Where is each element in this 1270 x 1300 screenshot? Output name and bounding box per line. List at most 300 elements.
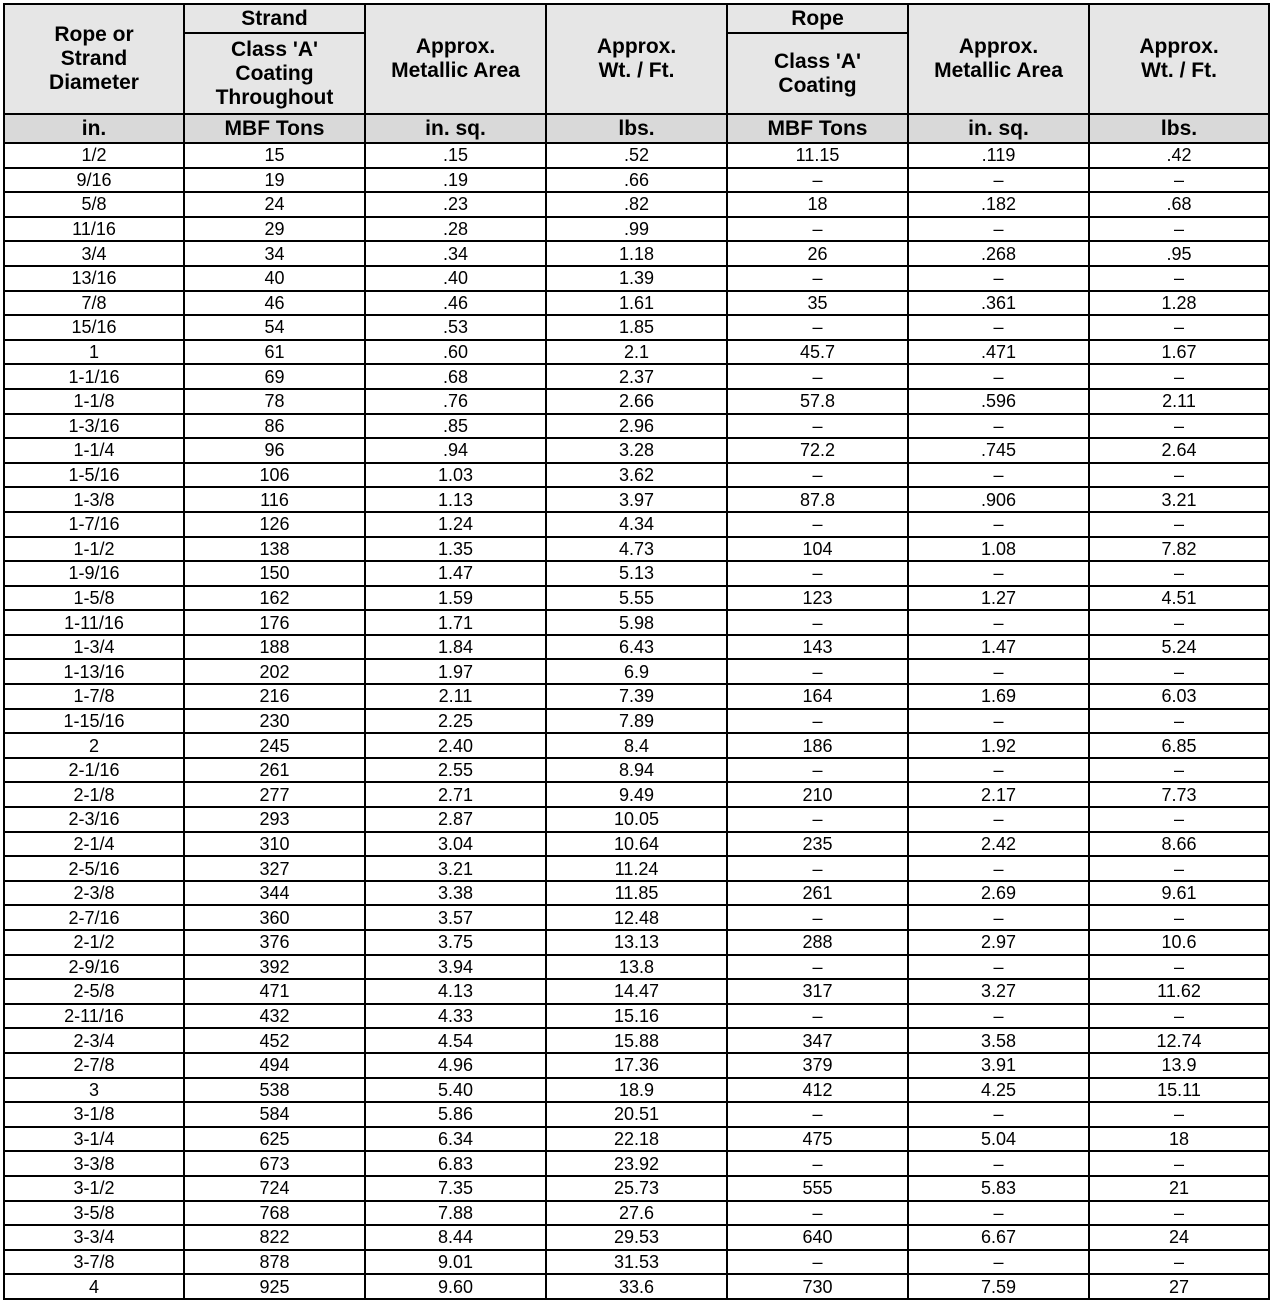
- cell-strand-area: .68: [365, 364, 546, 389]
- table-row: [4, 168, 1269, 193]
- cell-rope-mbf: 87.8: [727, 487, 908, 512]
- cell-rope-mbf: 104: [727, 537, 908, 562]
- cell-rope-mbf: –: [727, 807, 908, 832]
- table-row: [4, 733, 1269, 758]
- cell-strand-area: .60: [365, 340, 546, 365]
- cell-rope-mbf: –: [727, 414, 908, 439]
- cell-strand-weight: .66: [546, 168, 727, 193]
- cell-rope-mbf: 412: [727, 1078, 908, 1103]
- cell-rope-area: –: [908, 758, 1089, 783]
- cell-rope-area: –: [908, 1201, 1089, 1226]
- table-row: [4, 414, 1269, 439]
- cell-strand-area: 9.60: [365, 1274, 546, 1299]
- cell-strand-area: 1.71: [365, 610, 546, 635]
- cell-diameter: 1-1/8: [4, 389, 184, 414]
- cell-diameter: 9/16: [4, 168, 184, 193]
- cell-rope-weight: 5.24: [1089, 635, 1269, 660]
- cell-rope-weight: –: [1089, 217, 1269, 242]
- cell-strand-mbf: 162: [184, 586, 365, 611]
- header-rope-weight: Approx. Wt. / Ft.: [1089, 4, 1269, 114]
- cell-strand-mbf: 310: [184, 832, 365, 857]
- table-row: [4, 1053, 1269, 1078]
- cell-strand-area: 2.55: [365, 758, 546, 783]
- cell-rope-weight: 8.66: [1089, 832, 1269, 857]
- cell-rope-mbf: 57.8: [727, 389, 908, 414]
- cell-rope-mbf: 261: [727, 881, 908, 906]
- cell-strand-area: 1.03: [365, 463, 546, 488]
- cell-strand-area: 1.97: [365, 659, 546, 684]
- cell-strand-weight: 14.47: [546, 979, 727, 1004]
- cell-diameter: 11/16: [4, 217, 184, 242]
- cell-strand-weight: 17.36: [546, 1053, 727, 1078]
- cell-strand-weight: 13.8: [546, 955, 727, 980]
- cell-rope-mbf: –: [727, 168, 908, 193]
- header-rope-metallic-area: Approx. Metallic Area: [908, 4, 1089, 114]
- cell-strand-weight: 10.64: [546, 832, 727, 857]
- cell-diameter: 2-3/8: [4, 881, 184, 906]
- cell-strand-weight: 2.96: [546, 414, 727, 439]
- table-row: [4, 1151, 1269, 1176]
- cell-strand-area: 9.01: [365, 1250, 546, 1275]
- cell-strand-mbf: 150: [184, 561, 365, 586]
- cell-rope-weight: 10.6: [1089, 930, 1269, 955]
- cell-diameter: 2-1/8: [4, 782, 184, 807]
- table-row: [4, 389, 1269, 414]
- cell-rope-mbf: 235: [727, 832, 908, 857]
- header-diameter: Rope or Strand Diameter: [4, 4, 184, 114]
- cell-rope-weight: 1.67: [1089, 340, 1269, 365]
- unit-strand-mbf: MBF Tons: [184, 114, 365, 143]
- cell-rope-weight: –: [1089, 1004, 1269, 1029]
- cell-rope-mbf: 11.15: [727, 143, 908, 168]
- header-strand-metallic-area: Approx. Metallic Area: [365, 4, 546, 114]
- cell-diameter: 2-11/16: [4, 1004, 184, 1029]
- cell-rope-area: .182: [908, 192, 1089, 217]
- cell-strand-weight: 1.85: [546, 315, 727, 340]
- cell-strand-weight: 29.53: [546, 1225, 727, 1250]
- cell-rope-mbf: –: [727, 1250, 908, 1275]
- header-rope-mbf: Class 'A' Coating: [727, 33, 908, 114]
- cell-strand-mbf: 46: [184, 291, 365, 316]
- cell-strand-mbf: 176: [184, 610, 365, 635]
- table-row: [4, 1274, 1269, 1299]
- cell-strand-area: 1.13: [365, 487, 546, 512]
- cell-rope-weight: 2.11: [1089, 389, 1269, 414]
- cell-rope-weight: –: [1089, 512, 1269, 537]
- cell-diameter: 2-1/2: [4, 930, 184, 955]
- table-row: [4, 340, 1269, 365]
- unit-rope-area: in. sq.: [908, 114, 1089, 143]
- cell-strand-area: 4.54: [365, 1028, 546, 1053]
- table-row: [4, 758, 1269, 783]
- cell-rope-weight: –: [1089, 1201, 1269, 1226]
- cell-diameter: 1-5/8: [4, 586, 184, 611]
- cell-rope-area: 6.67: [908, 1225, 1089, 1250]
- cell-rope-mbf: –: [727, 709, 908, 734]
- cell-strand-weight: 1.61: [546, 291, 727, 316]
- cell-strand-mbf: 538: [184, 1078, 365, 1103]
- cell-strand-weight: 1.39: [546, 266, 727, 291]
- cell-rope-mbf: –: [727, 610, 908, 635]
- unit-rope-weight: lbs.: [1089, 114, 1269, 143]
- cell-diameter: 2-1/4: [4, 832, 184, 857]
- cell-strand-mbf: 625: [184, 1127, 365, 1152]
- cell-rope-mbf: –: [727, 463, 908, 488]
- cell-strand-weight: 3.97: [546, 487, 727, 512]
- cell-rope-area: 2.97: [908, 930, 1089, 955]
- cell-diameter: 3: [4, 1078, 184, 1103]
- table-row: [4, 1225, 1269, 1250]
- cell-rope-weight: 21: [1089, 1176, 1269, 1201]
- cell-rope-mbf: –: [727, 905, 908, 930]
- cell-rope-mbf: –: [727, 217, 908, 242]
- cell-strand-mbf: 277: [184, 782, 365, 807]
- cell-strand-area: .94: [365, 438, 546, 463]
- cell-strand-area: 5.40: [365, 1078, 546, 1103]
- cell-rope-weight: 18: [1089, 1127, 1269, 1152]
- cell-strand-mbf: 96: [184, 438, 365, 463]
- cell-rope-area: –: [908, 807, 1089, 832]
- cell-strand-weight: 22.18: [546, 1127, 727, 1152]
- cell-diameter: 2-3/16: [4, 807, 184, 832]
- cell-strand-weight: .52: [546, 143, 727, 168]
- cell-strand-area: 5.86: [365, 1102, 546, 1127]
- cell-strand-area: .76: [365, 389, 546, 414]
- table-row: [4, 832, 1269, 857]
- cell-strand-weight: 8.94: [546, 758, 727, 783]
- cell-rope-area: –: [908, 561, 1089, 586]
- cell-diameter: 2-9/16: [4, 955, 184, 980]
- cell-strand-area: .40: [365, 266, 546, 291]
- cell-rope-area: –: [908, 463, 1089, 488]
- cell-strand-area: .15: [365, 143, 546, 168]
- cell-rope-weight: –: [1089, 807, 1269, 832]
- cell-rope-area: .119: [908, 143, 1089, 168]
- cell-rope-area: 3.27: [908, 979, 1089, 1004]
- cell-diameter: 2: [4, 733, 184, 758]
- cell-rope-weight: 1.28: [1089, 291, 1269, 316]
- cell-strand-area: 1.84: [365, 635, 546, 660]
- cell-diameter: 3-1/8: [4, 1102, 184, 1127]
- cell-strand-weight: 15.88: [546, 1028, 727, 1053]
- table-row: [4, 217, 1269, 242]
- header-group-strand: Strand: [184, 4, 365, 33]
- cell-rope-weight: 9.61: [1089, 881, 1269, 906]
- cell-strand-area: 4.13: [365, 979, 546, 1004]
- cell-strand-area: .28: [365, 217, 546, 242]
- cell-diameter: 5/8: [4, 192, 184, 217]
- cell-strand-mbf: 432: [184, 1004, 365, 1029]
- cell-rope-area: 3.58: [908, 1028, 1089, 1053]
- cell-rope-weight: .68: [1089, 192, 1269, 217]
- cell-diameter: 1-3/16: [4, 414, 184, 439]
- table-row: [4, 291, 1269, 316]
- units-row: [4, 114, 1269, 143]
- cell-strand-weight: 5.55: [546, 586, 727, 611]
- cell-strand-area: 7.35: [365, 1176, 546, 1201]
- cell-rope-area: –: [908, 955, 1089, 980]
- cell-rope-mbf: 379: [727, 1053, 908, 1078]
- cell-strand-mbf: 86: [184, 414, 365, 439]
- cell-strand-weight: 1.18: [546, 241, 727, 266]
- table-row: [4, 1004, 1269, 1029]
- cell-rope-area: .471: [908, 340, 1089, 365]
- cell-rope-area: 3.91: [908, 1053, 1089, 1078]
- table-row: [4, 709, 1269, 734]
- cell-rope-mbf: 72.2: [727, 438, 908, 463]
- cell-strand-mbf: 106: [184, 463, 365, 488]
- cell-rope-area: .596: [908, 389, 1089, 414]
- cell-strand-mbf: 327: [184, 856, 365, 881]
- cell-rope-area: –: [908, 709, 1089, 734]
- table-row: [4, 807, 1269, 832]
- cell-rope-area: –: [908, 168, 1089, 193]
- table-row: [4, 1176, 1269, 1201]
- cell-strand-mbf: 494: [184, 1053, 365, 1078]
- cell-rope-weight: –: [1089, 1102, 1269, 1127]
- cell-strand-weight: 3.28: [546, 438, 727, 463]
- cell-rope-mbf: –: [727, 758, 908, 783]
- cell-diameter: 1-9/16: [4, 561, 184, 586]
- cell-diameter: 2-3/4: [4, 1028, 184, 1053]
- cell-diameter: 1-11/16: [4, 610, 184, 635]
- cell-strand-mbf: 116: [184, 487, 365, 512]
- cell-strand-area: 7.88: [365, 1201, 546, 1226]
- cell-strand-mbf: 24: [184, 192, 365, 217]
- cell-diameter: 3-7/8: [4, 1250, 184, 1275]
- cell-strand-mbf: 29: [184, 217, 365, 242]
- cell-strand-mbf: 126: [184, 512, 365, 537]
- cell-rope-mbf: –: [727, 955, 908, 980]
- cell-rope-area: 1.92: [908, 733, 1089, 758]
- cell-strand-weight: 18.9: [546, 1078, 727, 1103]
- cell-strand-mbf: 471: [184, 979, 365, 1004]
- table-row: [4, 487, 1269, 512]
- cell-rope-weight: –: [1089, 1250, 1269, 1275]
- cell-diameter: 3-3/4: [4, 1225, 184, 1250]
- cell-diameter: 1-1/4: [4, 438, 184, 463]
- header-strand-weight: Approx. Wt. / Ft.: [546, 4, 727, 114]
- cell-rope-mbf: 288: [727, 930, 908, 955]
- cell-strand-mbf: 78: [184, 389, 365, 414]
- cell-rope-weight: 13.9: [1089, 1053, 1269, 1078]
- cell-strand-area: 2.87: [365, 807, 546, 832]
- unit-rope-mbf: MBF Tons: [727, 114, 908, 143]
- cell-strand-weight: 27.6: [546, 1201, 727, 1226]
- cell-strand-weight: 10.05: [546, 807, 727, 832]
- cell-strand-weight: 7.39: [546, 684, 727, 709]
- cell-strand-mbf: 216: [184, 684, 365, 709]
- cell-rope-mbf: –: [727, 1151, 908, 1176]
- cell-strand-area: .23: [365, 192, 546, 217]
- cell-strand-area: 3.38: [365, 881, 546, 906]
- cell-rope-weight: –: [1089, 463, 1269, 488]
- cell-strand-weight: 7.89: [546, 709, 727, 734]
- cell-strand-mbf: 724: [184, 1176, 365, 1201]
- cell-strand-weight: 25.73: [546, 1176, 727, 1201]
- cell-rope-mbf: –: [727, 266, 908, 291]
- cell-strand-area: 2.25: [365, 709, 546, 734]
- cell-diameter: 1: [4, 340, 184, 365]
- cell-rope-mbf: –: [727, 659, 908, 684]
- cell-strand-weight: 5.98: [546, 610, 727, 635]
- cell-rope-area: 2.42: [908, 832, 1089, 857]
- cell-rope-weight: 4.51: [1089, 586, 1269, 611]
- cell-rope-area: –: [908, 659, 1089, 684]
- cell-rope-area: –: [908, 856, 1089, 881]
- cell-rope-area: –: [908, 1151, 1089, 1176]
- cell-rope-mbf: –: [727, 1102, 908, 1127]
- cell-strand-weight: 2.37: [546, 364, 727, 389]
- cell-strand-area: .19: [365, 168, 546, 193]
- cell-strand-area: .85: [365, 414, 546, 439]
- cell-strand-area: 1.35: [365, 537, 546, 562]
- table-row: [4, 241, 1269, 266]
- cell-rope-mbf: 186: [727, 733, 908, 758]
- cell-rope-weight: –: [1089, 758, 1269, 783]
- cell-diameter: 3-1/4: [4, 1127, 184, 1152]
- cell-strand-weight: 3.62: [546, 463, 727, 488]
- cell-rope-mbf: 347: [727, 1028, 908, 1053]
- cell-rope-area: 4.25: [908, 1078, 1089, 1103]
- cell-rope-mbf: 123: [727, 586, 908, 611]
- cell-rope-weight: 24: [1089, 1225, 1269, 1250]
- cell-rope-mbf: 26: [727, 241, 908, 266]
- cell-rope-area: –: [908, 1004, 1089, 1029]
- cell-strand-mbf: 230: [184, 709, 365, 734]
- cell-strand-mbf: 376: [184, 930, 365, 955]
- cell-rope-mbf: 45.7: [727, 340, 908, 365]
- table-row: [4, 684, 1269, 709]
- table-row: [4, 512, 1269, 537]
- cell-strand-mbf: 673: [184, 1151, 365, 1176]
- table-row: [4, 143, 1269, 168]
- cell-rope-area: –: [908, 217, 1089, 242]
- cell-rope-area: .361: [908, 291, 1089, 316]
- cell-strand-mbf: 822: [184, 1225, 365, 1250]
- cell-rope-weight: 11.62: [1089, 979, 1269, 1004]
- table-row: [4, 1028, 1269, 1053]
- cell-rope-mbf: 317: [727, 979, 908, 1004]
- cell-rope-area: 1.69: [908, 684, 1089, 709]
- cell-strand-area: .34: [365, 241, 546, 266]
- cell-rope-mbf: –: [727, 315, 908, 340]
- table-row: [4, 537, 1269, 562]
- unit-diameter: in.: [4, 114, 184, 143]
- cell-rope-area: –: [908, 364, 1089, 389]
- cell-rope-weight: 12.74: [1089, 1028, 1269, 1053]
- table-row: [4, 1250, 1269, 1275]
- cell-diameter: 3-5/8: [4, 1201, 184, 1226]
- cell-rope-area: 2.17: [908, 782, 1089, 807]
- table-row: [4, 905, 1269, 930]
- table-row: [4, 315, 1269, 340]
- cell-strand-area: .46: [365, 291, 546, 316]
- cell-strand-area: 4.33: [365, 1004, 546, 1029]
- cell-strand-weight: 8.4: [546, 733, 727, 758]
- cell-strand-area: 1.59: [365, 586, 546, 611]
- cell-rope-area: 5.83: [908, 1176, 1089, 1201]
- cell-strand-mbf: 138: [184, 537, 365, 562]
- cell-rope-weight: –: [1089, 709, 1269, 734]
- cell-strand-weight: 11.85: [546, 881, 727, 906]
- cell-rope-weight: 27: [1089, 1274, 1269, 1299]
- cell-rope-weight: 7.73: [1089, 782, 1269, 807]
- cell-strand-mbf: 54: [184, 315, 365, 340]
- cell-strand-area: 2.71: [365, 782, 546, 807]
- header-row-1: [4, 4, 1269, 33]
- cell-strand-weight: .82: [546, 192, 727, 217]
- cell-strand-mbf: 34: [184, 241, 365, 266]
- cell-rope-weight: 7.82: [1089, 537, 1269, 562]
- cell-rope-area: –: [908, 315, 1089, 340]
- table-row: [4, 561, 1269, 586]
- cell-rope-weight: –: [1089, 364, 1269, 389]
- cell-strand-weight: 2.1: [546, 340, 727, 365]
- cell-strand-weight: 4.34: [546, 512, 727, 537]
- cell-rope-mbf: –: [727, 1004, 908, 1029]
- cell-rope-mbf: –: [727, 364, 908, 389]
- cell-rope-area: .745: [908, 438, 1089, 463]
- cell-rope-mbf: 35: [727, 291, 908, 316]
- cell-diameter: 1-1/16: [4, 364, 184, 389]
- cell-strand-weight: 6.43: [546, 635, 727, 660]
- cell-rope-weight: –: [1089, 266, 1269, 291]
- table-row: [4, 635, 1269, 660]
- cell-rope-weight: –: [1089, 955, 1269, 980]
- cell-diameter: 1-15/16: [4, 709, 184, 734]
- cell-rope-weight: 6.03: [1089, 684, 1269, 709]
- cell-rope-weight: 15.11: [1089, 1078, 1269, 1103]
- cell-diameter: 7/8: [4, 291, 184, 316]
- unit-strand-weight: lbs.: [546, 114, 727, 143]
- cell-rope-mbf: 475: [727, 1127, 908, 1152]
- cell-strand-mbf: 188: [184, 635, 365, 660]
- cell-strand-weight: 12.48: [546, 905, 727, 930]
- cell-strand-mbf: 61: [184, 340, 365, 365]
- cell-strand-mbf: 360: [184, 905, 365, 930]
- cell-rope-area: –: [908, 266, 1089, 291]
- cell-rope-weight: 3.21: [1089, 487, 1269, 512]
- cell-diameter: 4: [4, 1274, 184, 1299]
- wire-rope-spec-table: [3, 3, 1270, 1300]
- cell-strand-weight: 15.16: [546, 1004, 727, 1029]
- cell-strand-weight: 13.13: [546, 930, 727, 955]
- table-row: [4, 930, 1269, 955]
- cell-strand-mbf: 15: [184, 143, 365, 168]
- cell-rope-mbf: –: [727, 1201, 908, 1226]
- cell-diameter: 1-1/2: [4, 537, 184, 562]
- cell-strand-area: 2.40: [365, 733, 546, 758]
- cell-diameter: 2-7/8: [4, 1053, 184, 1078]
- cell-diameter: 2-1/16: [4, 758, 184, 783]
- cell-strand-mbf: 245: [184, 733, 365, 758]
- cell-strand-mbf: 925: [184, 1274, 365, 1299]
- cell-rope-area: –: [908, 905, 1089, 930]
- table-row: [4, 782, 1269, 807]
- cell-rope-area: –: [908, 610, 1089, 635]
- table-row: [4, 1201, 1269, 1226]
- cell-rope-weight: –: [1089, 561, 1269, 586]
- cell-rope-mbf: 730: [727, 1274, 908, 1299]
- cell-strand-weight: 33.6: [546, 1274, 727, 1299]
- cell-strand-area: 3.21: [365, 856, 546, 881]
- cell-diameter: 1-7/16: [4, 512, 184, 537]
- cell-diameter: 1/2: [4, 143, 184, 168]
- cell-strand-mbf: 19: [184, 168, 365, 193]
- table-row: [4, 364, 1269, 389]
- cell-strand-weight: 5.13: [546, 561, 727, 586]
